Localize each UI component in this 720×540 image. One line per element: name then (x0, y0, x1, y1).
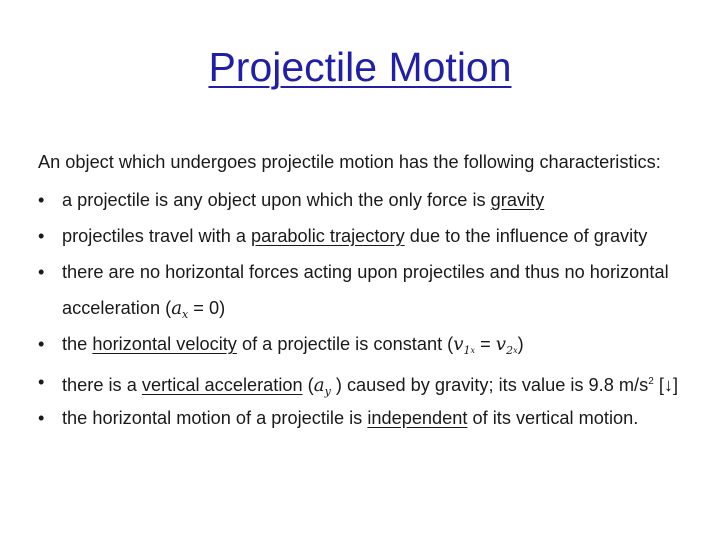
math-subscript-x: x (470, 346, 476, 355)
gravity-link[interactable]: gravity (490, 190, 545, 210)
text-run: the horizontal motion of a projectile is (62, 408, 368, 428)
parabolic-trajectory-link[interactable]: parabolic trajectory (251, 226, 405, 246)
bullet-text (62, 406, 638, 430)
bullet-text: there are no horizontal forces acting upon projectiles and thus no horizontal (62, 262, 669, 282)
text-run: a projectile is any object upon which the only force is (62, 190, 491, 210)
text-run: of a projectile is constant ( (236, 334, 454, 354)
independent-link[interactable]: independent (367, 408, 468, 428)
bullet-dot: • (38, 334, 45, 354)
math-subscript: y (324, 385, 331, 398)
bullet-dot: • (38, 226, 45, 246)
bullet-dot: • (38, 408, 45, 428)
text-run: ( (302, 375, 314, 395)
math-acceleration-symbol: a (313, 375, 325, 396)
bullet-dot: • (38, 262, 45, 282)
bullet-dot: • (38, 372, 45, 392)
bullet-text (62, 224, 647, 248)
bullet-text (62, 370, 678, 404)
math-velocity-symbol: v (453, 334, 464, 355)
text-run: ) caused by gravity; its value is 9.8 m/s (330, 375, 649, 395)
bullet-text-continued (62, 296, 225, 327)
text-run: of its vertical motion. (467, 408, 639, 428)
intro-text: An object which undergoes projectile motion has the following characteristics: (38, 152, 661, 172)
math-acceleration-symbol: a (171, 298, 183, 319)
text-run: due to the influence of gravity (404, 226, 648, 246)
text-run: ) (517, 334, 524, 354)
text-run: there is a (62, 375, 142, 395)
math-subscript-x: x (513, 346, 518, 355)
down-arrow-icon: [↓] (653, 375, 679, 395)
math-velocity-symbol: v (495, 334, 507, 355)
text-run: = 0) (188, 298, 226, 318)
vertical-acceleration-link[interactable]: vertical acceleration (141, 375, 303, 395)
bullet-text (62, 188, 544, 212)
text-run: the (62, 334, 93, 354)
bullet-text (62, 332, 524, 363)
bullet-dot: • (38, 190, 45, 210)
slide-title[interactable]: Projectile Motion (208, 44, 512, 90)
text-run: acceleration ( (62, 298, 172, 318)
math-subscript: x (182, 308, 189, 321)
horizontal-velocity-link[interactable]: horizontal velocity (92, 334, 237, 354)
superscript: 2 (648, 376, 654, 387)
text-run: = (475, 334, 496, 354)
math-subscript: 2 (506, 344, 514, 357)
math-subscript: 1 (463, 344, 471, 357)
text-run: projectiles travel with a (62, 226, 252, 246)
